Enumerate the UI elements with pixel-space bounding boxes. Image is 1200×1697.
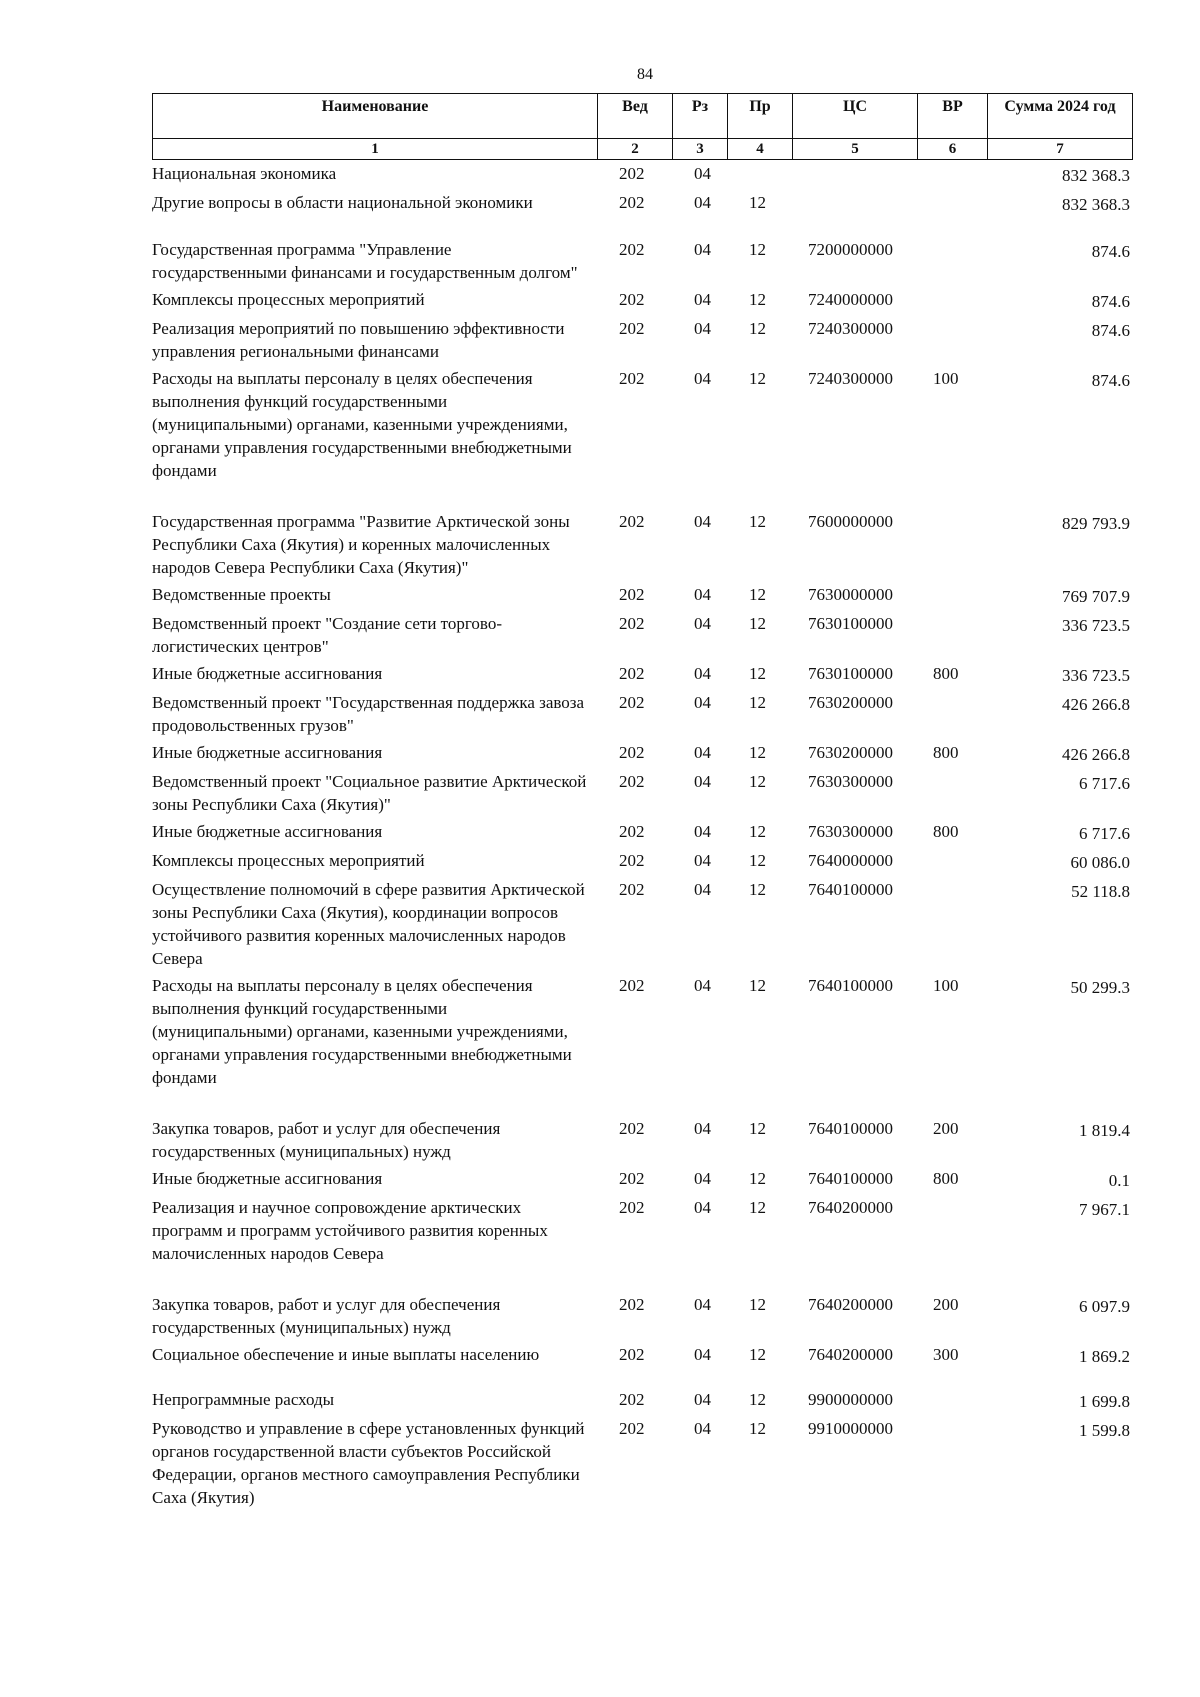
budget-table bbox=[152, 162, 1132, 1513]
cell-vr bbox=[917, 1417, 987, 1513]
cell-rz: 04 bbox=[694, 880, 711, 899]
column-header-name: Наименование bbox=[153, 94, 598, 139]
cell-ved: 202 bbox=[619, 1119, 645, 1138]
cell-pr: 12 bbox=[749, 1169, 766, 1188]
cell-ved: 202 bbox=[619, 1169, 645, 1188]
column-header-cs: ЦС bbox=[793, 94, 918, 139]
cell-cs: 7240300000 bbox=[808, 319, 893, 338]
cell-pr: 12 bbox=[749, 193, 766, 212]
cell-vr bbox=[917, 1196, 987, 1293]
cell-ved: 202 bbox=[619, 1198, 645, 1217]
cell-cs: 7640100000 bbox=[808, 1119, 893, 1138]
cell-vr: 100 bbox=[933, 976, 959, 995]
cell-vr bbox=[917, 770, 987, 820]
cell-name: Ведомственный проект "Социальное развитие Арктической зоны Республики Саха (Якутия)" bbox=[152, 772, 587, 814]
table-row bbox=[152, 878, 1132, 974]
cell-name: Национальная экономика bbox=[152, 164, 337, 183]
table-row bbox=[152, 162, 1132, 191]
cell-sum: 769 707.9 bbox=[1062, 587, 1130, 606]
column-number: 4 bbox=[728, 139, 793, 160]
table-row bbox=[152, 741, 1132, 770]
table-row bbox=[152, 367, 1132, 510]
column-header-ved: Вед bbox=[598, 94, 673, 139]
cell-rz: 04 bbox=[694, 1390, 711, 1409]
cell-cs: 7630200000 bbox=[808, 743, 893, 762]
cell-name: Закупка товаров, работ и услуг для обеспечения государственных (муниципальных) нужд bbox=[152, 1295, 501, 1337]
page-number: 84 bbox=[637, 66, 653, 83]
cell-sum: 60 086.0 bbox=[1070, 853, 1130, 872]
cell-pr: 12 bbox=[749, 1198, 766, 1217]
cell-pr: 12 bbox=[749, 822, 766, 841]
cell-cs: 7640200000 bbox=[808, 1345, 893, 1364]
cell-vr: 100 bbox=[933, 369, 959, 388]
cell-ved: 202 bbox=[619, 1295, 645, 1314]
cell-sum: 50 299.3 bbox=[1070, 978, 1130, 997]
cell-rz: 04 bbox=[694, 585, 711, 604]
cell-ved: 202 bbox=[619, 772, 645, 791]
cell-cs: 7640100000 bbox=[808, 976, 893, 995]
column-number: 6 bbox=[918, 139, 988, 160]
cell-vr bbox=[917, 691, 987, 741]
cell-ved: 202 bbox=[619, 822, 645, 841]
column-header-pr: Пр bbox=[728, 94, 793, 139]
cell-pr: 12 bbox=[749, 664, 766, 683]
cell-ved: 202 bbox=[619, 369, 645, 388]
cell-vr: 800 bbox=[933, 1169, 959, 1188]
cell-rz: 04 bbox=[694, 369, 711, 388]
cell-sum: 829 793.9 bbox=[1062, 514, 1130, 533]
table-row bbox=[152, 1167, 1132, 1196]
cell-vr bbox=[917, 510, 987, 583]
cell-pr: 12 bbox=[749, 512, 766, 531]
cell-cs: 9910000000 bbox=[808, 1419, 893, 1438]
cell-pr bbox=[727, 162, 792, 191]
cell-pr: 12 bbox=[749, 693, 766, 712]
cell-pr: 12 bbox=[749, 1390, 766, 1409]
cell-cs: 7240300000 bbox=[808, 369, 893, 388]
cell-ved: 202 bbox=[619, 290, 645, 309]
cell-pr: 12 bbox=[749, 240, 766, 259]
cell-cs: 7240000000 bbox=[808, 290, 893, 309]
cell-cs: 7630100000 bbox=[808, 664, 893, 683]
table-row bbox=[152, 770, 1132, 820]
cell-rz: 04 bbox=[694, 164, 711, 183]
table-row bbox=[152, 191, 1132, 238]
column-number-row bbox=[153, 139, 1133, 160]
cell-pr: 12 bbox=[749, 290, 766, 309]
cell-sum: 1 599.8 bbox=[1079, 1421, 1130, 1440]
cell-pr: 12 bbox=[749, 585, 766, 604]
cell-vr: 200 bbox=[933, 1119, 959, 1138]
cell-pr: 12 bbox=[749, 880, 766, 899]
cell-name: Ведомственный проект "Создание сети торгово-логистических центров" bbox=[152, 614, 502, 656]
cell-vr bbox=[917, 288, 987, 317]
cell-name: Иные бюджетные ассигнования bbox=[152, 743, 383, 762]
cell-vr bbox=[917, 612, 987, 662]
cell-rz: 04 bbox=[694, 693, 711, 712]
column-header-sum: Сумма 2024 год bbox=[988, 94, 1133, 139]
table-row bbox=[152, 317, 1132, 367]
table-header bbox=[152, 93, 1133, 160]
cell-rz: 04 bbox=[694, 512, 711, 531]
table-row bbox=[152, 583, 1132, 612]
cell-vr: 800 bbox=[933, 822, 959, 841]
cell-ved: 202 bbox=[619, 319, 645, 338]
cell-rz: 04 bbox=[694, 290, 711, 309]
cell-ved: 202 bbox=[619, 164, 645, 183]
table-row bbox=[152, 1343, 1132, 1388]
cell-ved: 202 bbox=[619, 743, 645, 762]
cell-cs bbox=[792, 162, 917, 191]
cell-name: Другие вопросы в области национальной экономики bbox=[152, 193, 533, 212]
table-row bbox=[152, 1117, 1132, 1167]
cell-rz: 04 bbox=[694, 1345, 711, 1364]
cell-cs: 7640200000 bbox=[808, 1198, 893, 1217]
cell-vr bbox=[917, 583, 987, 612]
column-number: 7 bbox=[988, 139, 1133, 160]
cell-sum: 52 118.8 bbox=[1071, 882, 1130, 901]
cell-sum: 874.6 bbox=[1091, 371, 1130, 390]
cell-rz: 04 bbox=[694, 319, 711, 338]
cell-cs: 7640100000 bbox=[808, 1169, 893, 1188]
cell-cs: 7630000000 bbox=[808, 585, 893, 604]
cell-sum: 874.6 bbox=[1091, 242, 1130, 261]
cell-sum: 6 717.6 bbox=[1079, 774, 1130, 793]
cell-name: Государственная программа "Развитие Арктической зоны Республики Саха (Якутия) и коренных малочисленных народов Севера Республики Саха (Якутия)" bbox=[152, 512, 570, 577]
cell-rz: 04 bbox=[694, 1295, 711, 1314]
cell-pr: 12 bbox=[749, 743, 766, 762]
table-row bbox=[152, 1388, 1132, 1417]
cell-name: Социальное обеспечение и иные выплаты населению bbox=[152, 1345, 540, 1364]
cell-cs: 9900000000 bbox=[808, 1390, 893, 1409]
column-header-vr: ВР bbox=[918, 94, 988, 139]
cell-ved: 202 bbox=[619, 1419, 645, 1438]
cell-ved: 202 bbox=[619, 851, 645, 870]
cell-vr bbox=[917, 878, 987, 974]
cell-sum: 1 819.4 bbox=[1079, 1121, 1130, 1140]
cell-pr: 12 bbox=[749, 319, 766, 338]
cell-pr: 12 bbox=[749, 1345, 766, 1364]
cell-ved: 202 bbox=[619, 512, 645, 531]
cell-rz: 04 bbox=[694, 193, 711, 212]
cell-name: Иные бюджетные ассигнования bbox=[152, 822, 383, 841]
cell-name: Комплексы процессных мероприятий bbox=[152, 851, 425, 870]
column-number: 1 bbox=[153, 139, 598, 160]
table-row bbox=[152, 662, 1132, 691]
cell-sum: 0.1 bbox=[1108, 1171, 1130, 1190]
cell-ved: 202 bbox=[619, 664, 645, 683]
cell-rz: 04 bbox=[694, 664, 711, 683]
table-row bbox=[152, 1293, 1132, 1343]
cell-ved: 202 bbox=[619, 1345, 645, 1364]
cell-name: Ведомственный проект "Государственная поддержка завоза продовольственных грузов" bbox=[152, 693, 585, 735]
cell-name: Осуществление полномочий в сфере развития Арктической зоны Республики Саха (Якутия), координации вопросов устойчивого развития коренных малочисленных народов Севера bbox=[152, 880, 585, 968]
cell-sum: 1 869.2 bbox=[1079, 1347, 1130, 1366]
cell-name: Комплексы процессных мероприятий bbox=[152, 290, 425, 309]
cell-name: Руководство и управление в сфере установленных функций органов государственной власти субъектов Российской Федерации, органов местного самоуправления Республики Саха (Якутия) bbox=[152, 1419, 585, 1507]
cell-pr: 12 bbox=[749, 1419, 766, 1438]
cell-ved: 202 bbox=[619, 585, 645, 604]
cell-name: Закупка товаров, работ и услуг для обеспечения государственных (муниципальных) нужд bbox=[152, 1119, 501, 1161]
cell-name: Ведомственные проекты bbox=[152, 585, 331, 604]
cell-sum: 832 368.3 bbox=[1062, 166, 1130, 185]
cell-ved: 202 bbox=[619, 976, 645, 995]
cell-sum: 336 723.5 bbox=[1062, 666, 1130, 685]
cell-sum: 874.6 bbox=[1091, 321, 1130, 340]
cell-ved: 202 bbox=[619, 193, 645, 212]
cell-vr bbox=[917, 849, 987, 878]
table-row bbox=[152, 1417, 1132, 1513]
cell-vr bbox=[917, 238, 987, 288]
cell-name: Непрограммные расходы bbox=[152, 1390, 335, 1409]
cell-pr: 12 bbox=[749, 976, 766, 995]
cell-sum: 336 723.5 bbox=[1062, 616, 1130, 635]
cell-cs: 7630300000 bbox=[808, 822, 893, 841]
cell-sum: 6 097.9 bbox=[1079, 1297, 1130, 1316]
table-row bbox=[152, 1196, 1132, 1293]
cell-name: Иные бюджетные ассигнования bbox=[152, 1169, 383, 1188]
cell-rz: 04 bbox=[694, 976, 711, 995]
table-row bbox=[152, 691, 1132, 741]
cell-ved: 202 bbox=[619, 240, 645, 259]
cell-rz: 04 bbox=[694, 1419, 711, 1438]
cell-ved: 202 bbox=[619, 1390, 645, 1409]
cell-rz: 04 bbox=[694, 743, 711, 762]
cell-sum: 426 266.8 bbox=[1062, 695, 1130, 714]
cell-cs: 7640000000 bbox=[808, 851, 893, 870]
cell-vr bbox=[917, 1388, 987, 1417]
cell-vr: 200 bbox=[933, 1295, 959, 1314]
table-row bbox=[152, 288, 1132, 317]
cell-rz: 04 bbox=[694, 240, 711, 259]
cell-pr: 12 bbox=[749, 851, 766, 870]
cell-vr: 300 bbox=[933, 1345, 959, 1364]
cell-cs bbox=[792, 191, 917, 238]
cell-rz: 04 bbox=[694, 1169, 711, 1188]
cell-cs: 7640100000 bbox=[808, 880, 893, 899]
cell-pr: 12 bbox=[749, 1119, 766, 1138]
cell-vr: 800 bbox=[933, 664, 959, 683]
cell-vr: 800 bbox=[933, 743, 959, 762]
cell-ved: 202 bbox=[619, 693, 645, 712]
cell-cs: 7630100000 bbox=[808, 614, 893, 633]
cell-pr: 12 bbox=[749, 1295, 766, 1314]
cell-sum: 7 967.1 bbox=[1079, 1200, 1130, 1219]
cell-rz: 04 bbox=[694, 614, 711, 633]
cell-vr bbox=[917, 191, 987, 238]
cell-name: Расходы на выплаты персоналу в целях обеспечения выполнения функций государственными (муниципальными) органами, казенными учреждениями, органами управления государственными внебюджетными фондами bbox=[152, 976, 572, 1087]
cell-rz: 04 bbox=[694, 822, 711, 841]
cell-cs: 7630200000 bbox=[808, 693, 893, 712]
cell-cs: 7640200000 bbox=[808, 1295, 893, 1314]
table-row bbox=[152, 238, 1132, 288]
cell-name: Расходы на выплаты персоналу в целях обеспечения выполнения функций государственными (муниципальными) органами, казенными учреждениями, органами управления государственными внебюджетными фондами bbox=[152, 369, 572, 480]
column-header-rz: Рз bbox=[673, 94, 728, 139]
table-row bbox=[152, 510, 1132, 583]
table-row bbox=[152, 612, 1132, 662]
cell-cs: 7200000000 bbox=[808, 240, 893, 259]
cell-vr bbox=[917, 317, 987, 367]
table-body bbox=[152, 162, 1132, 1513]
cell-pr: 12 bbox=[749, 772, 766, 791]
column-number: 3 bbox=[673, 139, 728, 160]
cell-ved: 202 bbox=[619, 614, 645, 633]
cell-rz: 04 bbox=[694, 1198, 711, 1217]
header-row bbox=[153, 94, 1133, 139]
cell-ved: 202 bbox=[619, 880, 645, 899]
cell-vr bbox=[917, 162, 987, 191]
cell-sum: 832 368.3 bbox=[1062, 195, 1130, 214]
cell-pr: 12 bbox=[749, 369, 766, 388]
cell-name: Реализация и научное сопровождение арктических программ и программ устойчивого развития коренных малочисленных народов Севера bbox=[152, 1198, 548, 1263]
cell-rz: 04 bbox=[694, 851, 711, 870]
table-row bbox=[152, 820, 1132, 849]
table-row bbox=[152, 849, 1132, 878]
cell-rz: 04 bbox=[694, 772, 711, 791]
cell-sum: 874.6 bbox=[1091, 292, 1130, 311]
cell-name: Реализация мероприятий по повышению эффективности управления региональными финансами bbox=[152, 319, 565, 361]
cell-name: Государственная программа "Управление государственными финансами и государственным долгом" bbox=[152, 240, 578, 282]
cell-cs: 7600000000 bbox=[808, 512, 893, 531]
column-number: 2 bbox=[598, 139, 673, 160]
cell-sum: 6 717.6 bbox=[1079, 824, 1130, 843]
cell-name: Иные бюджетные ассигнования bbox=[152, 664, 383, 683]
cell-rz: 04 bbox=[694, 1119, 711, 1138]
cell-sum: 426 266.8 bbox=[1062, 745, 1130, 764]
table-row bbox=[152, 974, 1132, 1117]
cell-sum: 1 699.8 bbox=[1079, 1392, 1130, 1411]
cell-cs: 7630300000 bbox=[808, 772, 893, 791]
column-number: 5 bbox=[793, 139, 918, 160]
cell-pr: 12 bbox=[749, 614, 766, 633]
